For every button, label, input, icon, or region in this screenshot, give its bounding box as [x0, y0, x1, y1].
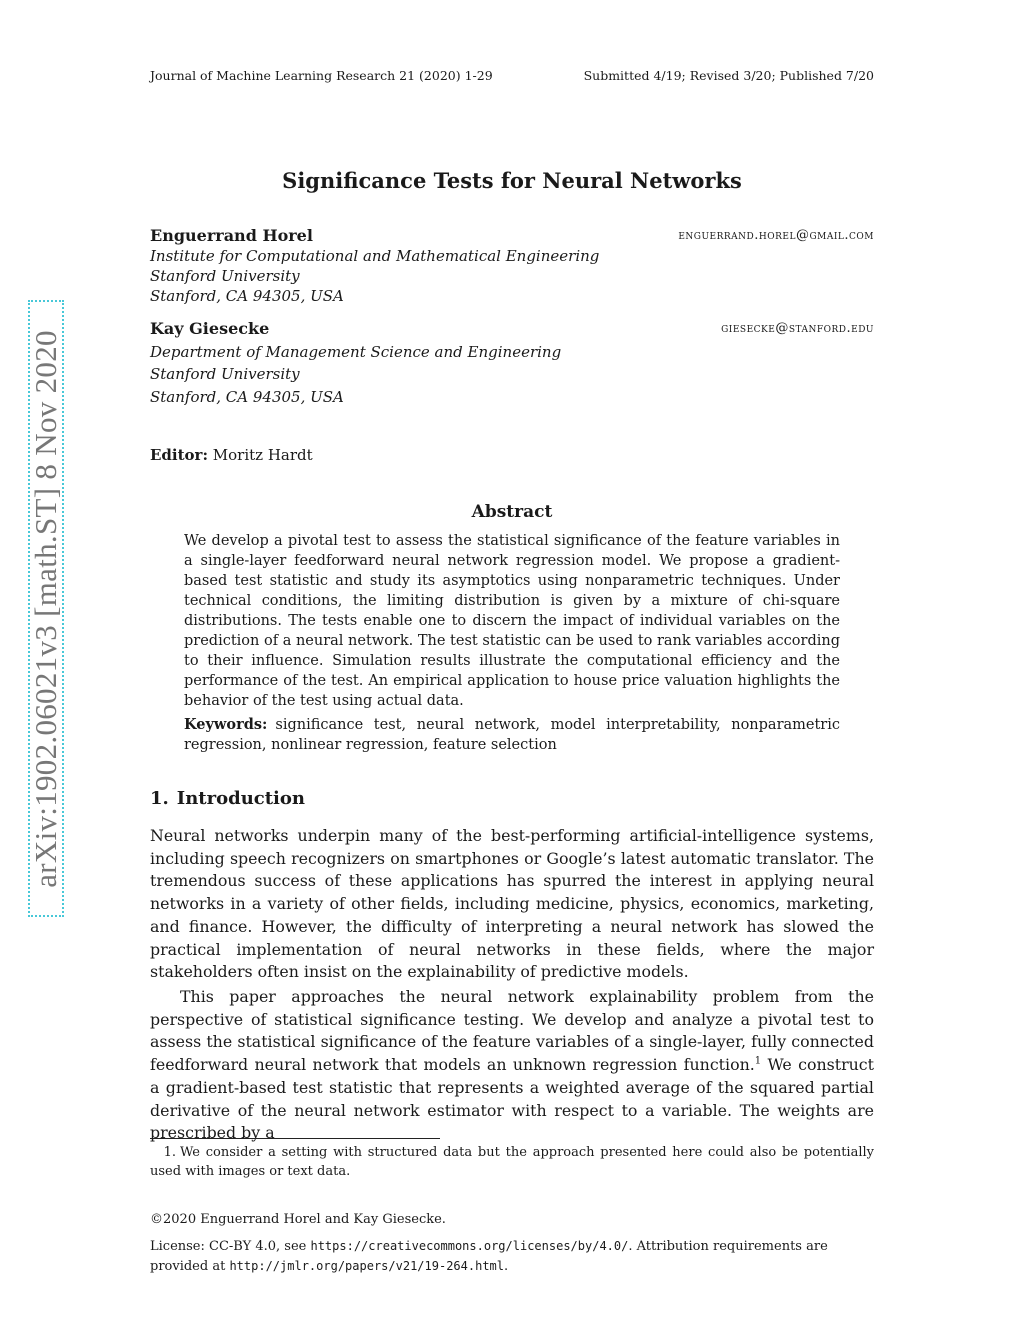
paragraph: Neural networks underpin many of the best-performing artificial-intelligence systems, including speech recognizers on smartphones or Google’s latest automatic translator. The tremendous success of these applications has spurred the interest in applying neural networks in a variety of other fields, including medicine, physics, economics, marketing, and finance. However, the difficulty of interpreting a neural network has slowed the practical implementation of neural networks in these fields, where the major stakeholders often insist on the explainability of predictive models.	[150, 826, 874, 982]
abstract-heading: Abstract	[471, 502, 553, 522]
paper-link[interactable]: http://jmlr.org/papers/v21/19-264.html	[229, 1258, 504, 1273]
keywords-label: Keywords:	[184, 716, 268, 733]
license-prefix: License: CC-BY 4.0, see	[150, 1239, 311, 1254]
license-suffix: .	[504, 1258, 509, 1274]
keywords	[184, 715, 840, 755]
footnote-rule	[150, 1138, 440, 1139]
paragraph-text: We construct a gradient-based test statistic that represents a weighted average of the squared partial derivative of the neural network estimator with respect to a variable. The weights are prescribed by a	[150, 1055, 874, 1143]
footnote	[150, 1144, 874, 1181]
paragraph-text: This paper approaches the neural network explainability problem from the perspective of statistical significance testing. We develop and analyze a pivotal test to assess the statistical significance of the feature variables of a single-layer, fully connected feedforward neural network that models an unknown regression function.	[150, 987, 874, 1075]
footnote-text: We consider a setting with structured data but the approach presented here could also be potentially used with images or text data.	[150, 1145, 874, 1179]
submission-dates: Submitted 4/19; Revised 3/20; Published 7/20	[583, 68, 874, 83]
arxiv-stamp[interactable]	[28, 300, 64, 917]
author-name: Enguerrand Horel	[150, 226, 313, 245]
affiliation-line: Department of Management Science and Engineering	[150, 342, 562, 361]
section-title: Introduction	[176, 788, 305, 809]
section-heading	[150, 788, 305, 809]
footnote-marker[interactable]: 1	[754, 1055, 762, 1067]
journal-citation: Journal of Machine Learning Research 21 (2020) 1-29	[150, 68, 493, 83]
abstract-text: We develop a pivotal test to assess the statistical significance of the feature variables in a single-layer feedforward neural network regression model. We propose a gradient-based test statistic and study its asymptotics using nonparametric techniques. Under technical conditions, the limiting distribution is given by a mixture of chi-square distributions. The tests enable one to discern the impact of individual variables on the prediction of a neural network. The test statistic can be used to rank variables according to their influence. Simulation results illustrate the computational efficiency and the performance of the test. An empirical application to house price valuation highlights the behavior of the test using actual data.	[184, 533, 840, 709]
editor-line	[150, 446, 313, 464]
affiliation-line: Stanford University	[150, 267, 300, 285]
affiliation-line: Stanford, CA 94305, USA	[150, 287, 344, 305]
editor-name: Moritz Hardt	[212, 446, 313, 464]
paragraph	[150, 986, 874, 1145]
affiliation-line: Stanford University	[150, 365, 300, 383]
author-name: Kay Giesecke	[150, 319, 270, 338]
section-number: 1.	[150, 788, 169, 809]
author-email[interactable]: giesecke@stanford.edu	[721, 321, 874, 336]
arxiv-id: arXiv:1902.06021v3 [math.ST] 8 Nov 2020	[28, 329, 63, 888]
affiliation-line: Institute for Computational and Mathematical Engineering	[150, 247, 600, 265]
license-middle: . Attribution requirements are provided at	[150, 1239, 828, 1274]
author-block	[150, 226, 874, 306]
license-line	[150, 1237, 874, 1276]
editor-label: Editor:	[150, 446, 208, 464]
license-link[interactable]: https://creativecommons.org/licenses/by/4.0/	[310, 1239, 629, 1253]
copyright-line: ©2020 Enguerrand Horel and Kay Giesecke.	[150, 1212, 446, 1227]
keywords-list: significance test, neural network, model interpretability, nonparametric regression, nonlinear regression, feature selection	[184, 717, 840, 753]
affiliation-line: Stanford, CA 94305, USA	[150, 387, 344, 406]
author-block	[150, 318, 874, 408]
author-email[interactable]: enguerrand.horel@gmail.com	[678, 228, 874, 243]
paper-title: Significance Tests for Neural Networks	[282, 168, 742, 193]
footnote-number: 1.	[163, 1145, 176, 1160]
